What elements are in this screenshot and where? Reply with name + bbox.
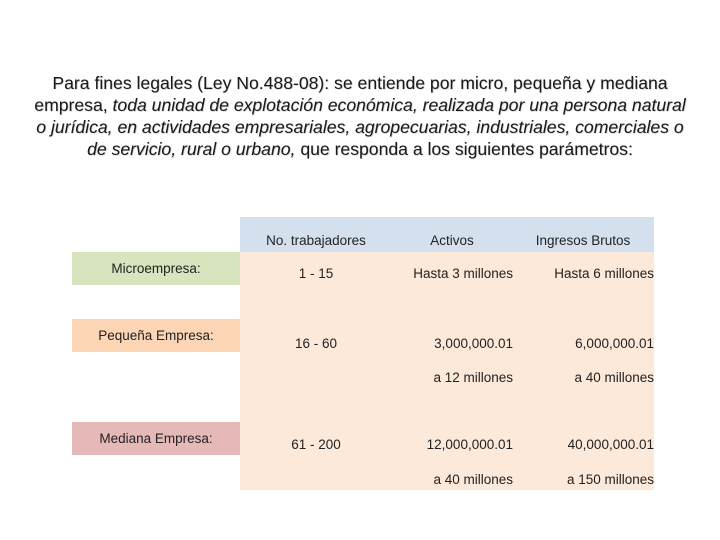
header-assets: Activos <box>430 233 474 248</box>
mediana-workers: 61 - 200 <box>291 437 341 452</box>
pequena-assets-to: a 12 millones <box>433 370 513 385</box>
micro-revenue: Hasta 6 millones <box>554 266 654 281</box>
pequena-assets-from: 3,000,000.01 <box>434 336 513 351</box>
label-mediana-empresa: Mediana Empresa: <box>72 422 240 455</box>
mediana-revenue-from: 40,000,000.01 <box>567 437 654 452</box>
pequena-workers: 16 - 60 <box>294 336 338 351</box>
intro-lead: Para fines legales (Ley No.488-08): se entiende por micro, pequeña y mediana empresa, <box>34 73 668 115</box>
pequena-revenue-from: 6,000,000.01 <box>575 336 654 351</box>
header-workers: No. trabajadores <box>266 233 366 248</box>
micro-assets: Hasta 3 millones <box>413 266 513 281</box>
intro-tail: que responda a los siguientes parámetros: <box>295 139 633 159</box>
micro-workers: 1 - 15 <box>298 266 334 281</box>
mediana-assets-from: 12,000,000.01 <box>426 437 513 452</box>
label-microempresa: Microempresa: <box>72 252 240 285</box>
pequena-revenue-to: a 40 millones <box>574 370 654 385</box>
intro-paragraph <box>30 72 690 160</box>
header-revenue: Ingresos Brutos <box>535 233 631 248</box>
mediana-revenue-to: a 150 millones <box>566 472 654 487</box>
label-pequena-empresa: Pequeña Empresa: <box>72 319 240 352</box>
intro-italic: toda unidad de explotación económica, realizada por una persona natural o jurídica, en actividades empresariales, agropecuarias, industriales, comerciales o de servicio, rural o urbano, <box>36 95 686 159</box>
mediana-assets-to: a 40 millones <box>433 472 513 487</box>
